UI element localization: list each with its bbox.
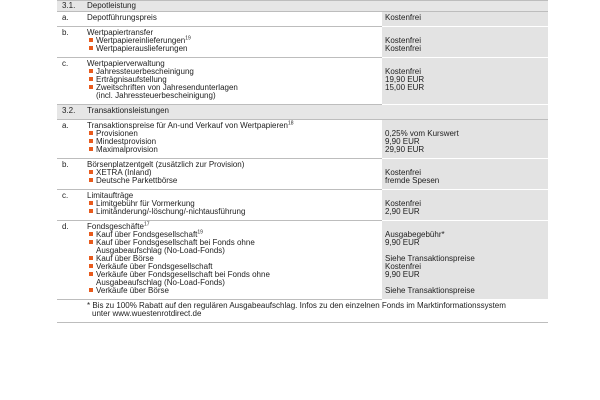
bullet-value: Ausgabegebühr* <box>385 230 445 239</box>
item-description <box>85 27 382 58</box>
square-bullet-icon <box>89 272 93 276</box>
item-value-cell <box>382 120 548 159</box>
footnote-line: * Bis zu 100% Rabatt auf den regulären Ausgabeaufschlag. Infos zu den einzelnen Fonds im Marktinformationssystem <box>87 301 506 310</box>
square-bullet-icon <box>89 46 93 50</box>
section-number: 3.2. <box>57 105 85 120</box>
bullet-label: Verkäufe über Fondsgesellschaft bei Fonds ohne <box>96 270 270 279</box>
footnote-reference: 19 <box>185 35 191 42</box>
square-bullet-icon <box>89 85 93 89</box>
bullet-value: 9,90 EUR <box>385 238 420 247</box>
item-value-cell <box>382 159 548 190</box>
footnote-row <box>57 300 548 323</box>
square-bullet-icon <box>89 170 93 174</box>
square-bullet-icon <box>89 77 93 81</box>
bullet-value: Kostenfrei <box>385 67 422 76</box>
bullet-label: Limitgebühr für Vormerkung <box>96 199 195 208</box>
bullet-value: 15,00 EUR <box>385 83 425 92</box>
item-row-depotfuehrungspreis <box>57 12 548 27</box>
bullet-item <box>87 146 382 154</box>
square-bullet-icon <box>89 147 93 151</box>
bullet-value: 2,90 EUR <box>385 207 420 216</box>
bullet-label: Jahressteuerbescheinigung <box>96 67 194 76</box>
item-title: Transaktionspreise für An-und Verkauf von Wertpapieren <box>87 121 288 130</box>
item-value-cell <box>382 27 548 58</box>
item-title: Limitaufträge <box>87 191 134 200</box>
square-bullet-icon <box>89 288 93 292</box>
section-row-depotleistung <box>57 1 548 12</box>
square-bullet-icon <box>89 240 93 244</box>
item-row-limitauftraege <box>57 190 548 221</box>
bullet-value: Siehe Transaktionspreise <box>385 286 475 295</box>
bullet-value: Kostenfrei <box>385 199 422 208</box>
bullet-value: 29,90 EUR <box>385 145 425 154</box>
bullet-item <box>87 45 382 53</box>
footnote-reference: 17 <box>143 221 150 228</box>
bullet-value: fremde Spesen <box>385 176 440 185</box>
item-value-cell <box>382 221 548 300</box>
bullet-value: Kostenfrei <box>385 262 422 271</box>
square-bullet-icon <box>89 139 93 143</box>
bullet-label: Limitänderung/-löschung/-nichtausführung <box>96 207 246 216</box>
item-value-cell <box>382 190 548 221</box>
item-value-cell <box>382 58 548 105</box>
square-bullet-icon <box>89 256 93 260</box>
footnote-reference: 19 <box>197 229 203 236</box>
item-letter: a. <box>57 12 85 27</box>
bullet-item <box>87 287 382 295</box>
square-bullet-icon <box>89 209 93 213</box>
square-bullet-icon <box>89 232 93 236</box>
bullet-value: Kostenfrei <box>385 36 422 45</box>
item-value-cell <box>382 12 548 27</box>
bullet-value: Kostenfrei <box>385 168 422 177</box>
bullet-label: Deutsche Parkettbörse <box>96 176 178 185</box>
footnote <box>85 300 548 323</box>
bullet-item <box>87 208 382 216</box>
item-letter: b. <box>57 159 85 190</box>
footnote-number-cell <box>57 300 85 323</box>
bullet-value: Kostenfrei <box>385 44 422 53</box>
item-row-wertpapiertransfer <box>57 27 548 58</box>
bullet-label: Kauf über Börse <box>96 254 154 263</box>
square-bullet-icon <box>89 264 93 268</box>
bullet-value: 9,90 EUR <box>385 137 420 146</box>
square-bullet-icon <box>89 178 93 182</box>
bullet-label: Wertpapierauslieferungen <box>96 44 188 53</box>
item-title: Depotführungspreis <box>87 13 157 22</box>
item-description <box>85 190 382 221</box>
item-description <box>85 12 382 27</box>
square-bullet-icon <box>89 131 93 135</box>
bullet-label-continuation: (incl. Jahressteuerbescheinigung) <box>96 91 216 100</box>
item-row-wertpapierverwaltung <box>57 58 548 105</box>
bullet-label: XETRA (Inland) <box>96 168 152 177</box>
square-bullet-icon <box>89 201 93 205</box>
item-letter: b. <box>57 27 85 58</box>
section-number: 3.1. <box>57 1 85 12</box>
item-title: Fondsgeschäfte <box>87 222 144 231</box>
bullet-label: Maximalprovision <box>96 145 158 154</box>
bullet-label: Mindestprovision <box>96 137 157 146</box>
item-value: Kostenfrei <box>385 13 422 22</box>
bullet-value: Siehe Transaktionspreise <box>385 254 475 263</box>
item-letter: c. <box>57 58 85 105</box>
item-row-boersenplatzentgelt <box>57 159 548 190</box>
bullet-label: Erträgnisaufstellung <box>96 75 167 84</box>
bullet-label: Zweitschriften von Jahresendunterlagen <box>96 83 238 92</box>
bullet-label: Kauf über Fondsgesellschaft bei Fonds ohne <box>96 238 255 247</box>
section-row-transaktionsleistungen <box>57 105 548 120</box>
item-description <box>85 159 382 190</box>
section-title: Transaktionsleistungen <box>85 105 548 120</box>
item-title: Wertpapiertransfer <box>87 28 154 37</box>
footnote-line: unter www.wuestenrotdirect.de <box>92 309 202 318</box>
bullet-value: 19,90 EUR <box>385 75 425 84</box>
item-letter: a. <box>57 120 85 159</box>
item-description <box>85 221 382 300</box>
item-description <box>85 120 382 159</box>
item-title: Wertpapierverwaltung <box>87 59 165 68</box>
bullet-value: 0,25% vom Kurswert <box>385 129 459 138</box>
bullet-label: Provisionen <box>96 129 138 138</box>
square-bullet-icon <box>89 69 93 73</box>
bullet-label: Wertpapiereinlieferungen <box>96 36 186 45</box>
price-table <box>57 0 548 323</box>
value-spacer <box>385 92 548 100</box>
square-bullet-icon <box>89 38 93 42</box>
item-title: Börsenplatzentgelt (zusätzlich zur Provision) <box>87 160 245 169</box>
bullet-label-continuation: Ausgabeaufschlag (No-Load-Fonds) <box>96 246 225 255</box>
bullet-label: Verkäufe über Fondsgesellschaft <box>96 262 213 271</box>
bullet-label: Kauf über Fondsgesellschaft <box>96 230 198 239</box>
bullet-label: Verkäufe über Börse <box>96 286 169 295</box>
item-letter: c. <box>57 190 85 221</box>
bullet-label-continuation: Ausgabeaufschlag (No-Load-Fonds) <box>96 278 225 287</box>
item-description <box>85 58 382 105</box>
bullet-value: 9,90 EUR <box>385 270 420 279</box>
item-letter: d. <box>57 221 85 300</box>
section-title: Depotleistung <box>85 1 548 12</box>
item-row-fondsgeschaefte <box>57 221 548 300</box>
footnote-reference: 18 <box>288 120 294 127</box>
item-row-transaktionspreise <box>57 120 548 159</box>
bullet-item <box>87 177 382 185</box>
